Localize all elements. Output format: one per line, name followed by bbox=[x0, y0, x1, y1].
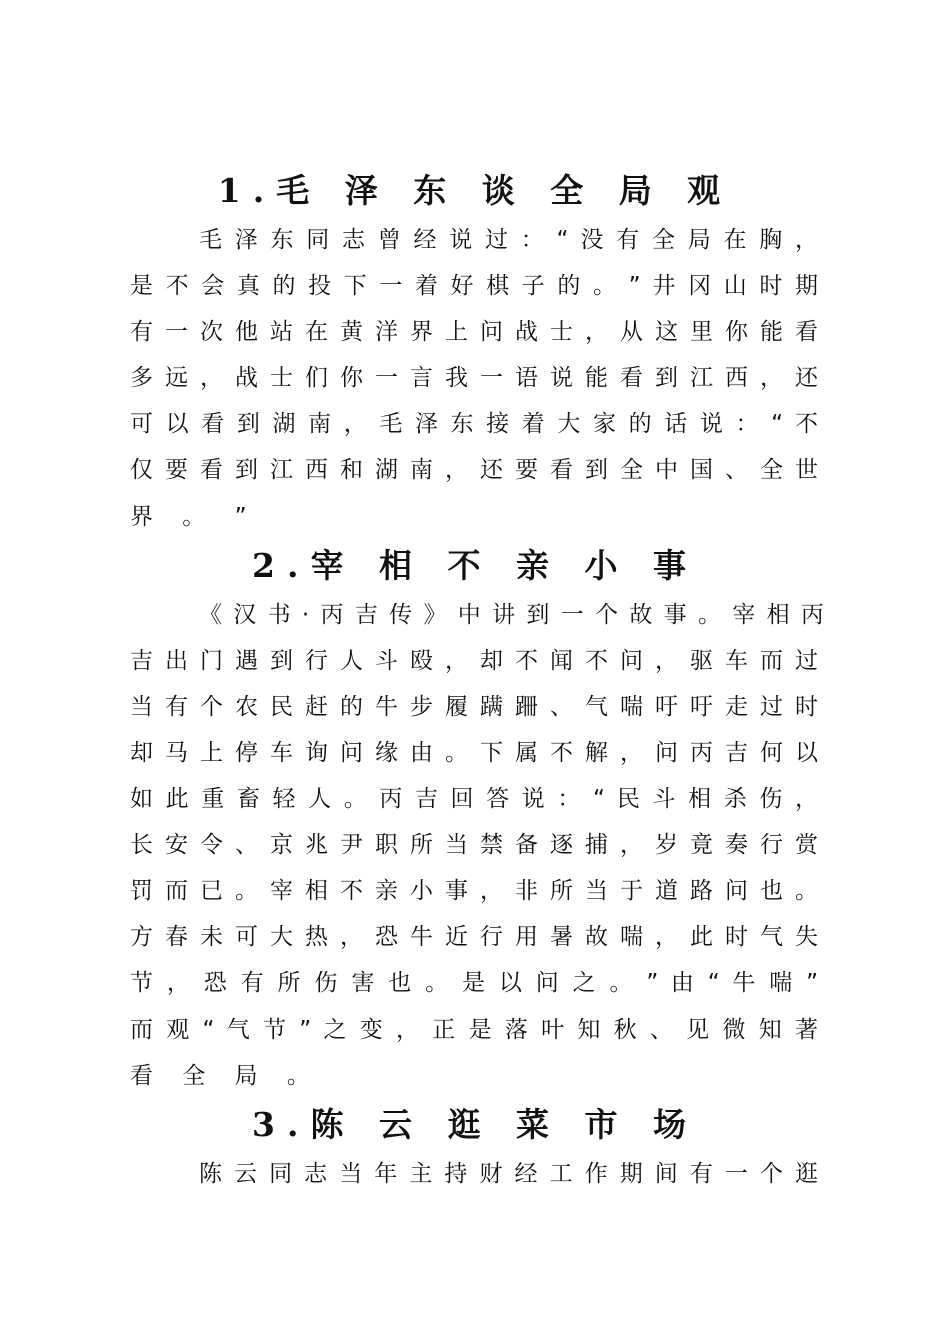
text-line: 当 有 个 农 民 赶 的 牛 步 履 蹒 跚 、 气 喘 吁 吁 走 过 时 bbox=[130, 693, 820, 720]
text-line: 如 此 重 畜 轻 人 。 丙 吉 回 答 说 ： “ 民 斗 相 杀 伤 ， bbox=[130, 786, 820, 813]
text-line: 仅 要 看 到 江 西 和 湖 南 ， 还 要 看 到 全 中 国 、 全 世 bbox=[130, 457, 820, 484]
section-title-2: 2.宰 相 不 亲 小 事 bbox=[252, 545, 698, 585]
text-line: 却 马 上 停 车 询 问 缘 由 。 下 属 不 解 ， 问 丙 吉 何 以 bbox=[130, 739, 820, 766]
text-line: 看 全 局 。 bbox=[130, 1062, 321, 1089]
text-line: 方 春 未 可 大 热 ， 恐 牛 近 行 用 暑 故 喘 ， 此 时 气 失 bbox=[130, 924, 820, 951]
text-line: 界 。 ” bbox=[130, 503, 258, 530]
text-line: 《 汉 书 · 丙 吉 传 》 中 讲 到 一 个 故 事 。 宰 相 丙 bbox=[199, 601, 826, 628]
text-line: 长 安 令 、 京 兆 尹 职 所 当 禁 备 逐 捕 ， 岁 竟 奏 行 赏 bbox=[130, 832, 820, 859]
paragraph-3 bbox=[130, 1151, 820, 1197]
text-line: 是 不 会 真 的 投 下 一 着 好 棋 子 的 。 ” 井 冈 山 时 期 bbox=[130, 273, 820, 300]
section-title-1: 1.毛 泽 东 谈 全 局 观 bbox=[217, 171, 733, 210]
text-line: 而 观 “ 气 节 ” 之 变 ， 正 是 落 叶 知 秋 、 见 微 知 著 bbox=[130, 1016, 820, 1043]
text-line: 毛 泽 东 同 志 曾 经 说 过 ： “ 没 有 全 局 在 胸 ， bbox=[199, 227, 821, 253]
paragraph-1 bbox=[130, 217, 820, 540]
text-line: 可 以 看 到 湖 南 ， 毛 泽 东 接 着 大 家 的 话 说 ： “ 不 bbox=[130, 411, 820, 438]
text-line: 多 远 ， 战 士 们 你 一 言 我 一 语 说 能 看 到 江 西 ， 还 bbox=[130, 365, 820, 392]
text-line: 节 ， 恐 有 所 伤 害 也 。 是 以 问 之 。 ” 由 “ 牛 喘 ” bbox=[130, 970, 821, 997]
document-page bbox=[130, 165, 826, 1197]
text-line: 罚 而 已 。 宰 相 不 亲 小 事 ， 非 所 当 于 道 路 问 也 。 bbox=[130, 878, 820, 905]
text-line: 陈 云 同 志 当 年 主 持 财 经 工 作 期 间 有 一 个 逛 bbox=[199, 1160, 820, 1187]
paragraph-2 bbox=[130, 592, 826, 1099]
section-title-3: 3.陈 云 逛 菜 市 场 bbox=[252, 1104, 698, 1144]
text-line: 有 一 次 他 站 在 黄 洋 界 上 问 战 士 ， 从 这 里 你 能 看 bbox=[130, 319, 820, 346]
text-line: 吉 出 门 遇 到 行 人 斗 殴 ， 却 不 闻 不 问 ， 驱 车 而 过 bbox=[130, 647, 820, 674]
